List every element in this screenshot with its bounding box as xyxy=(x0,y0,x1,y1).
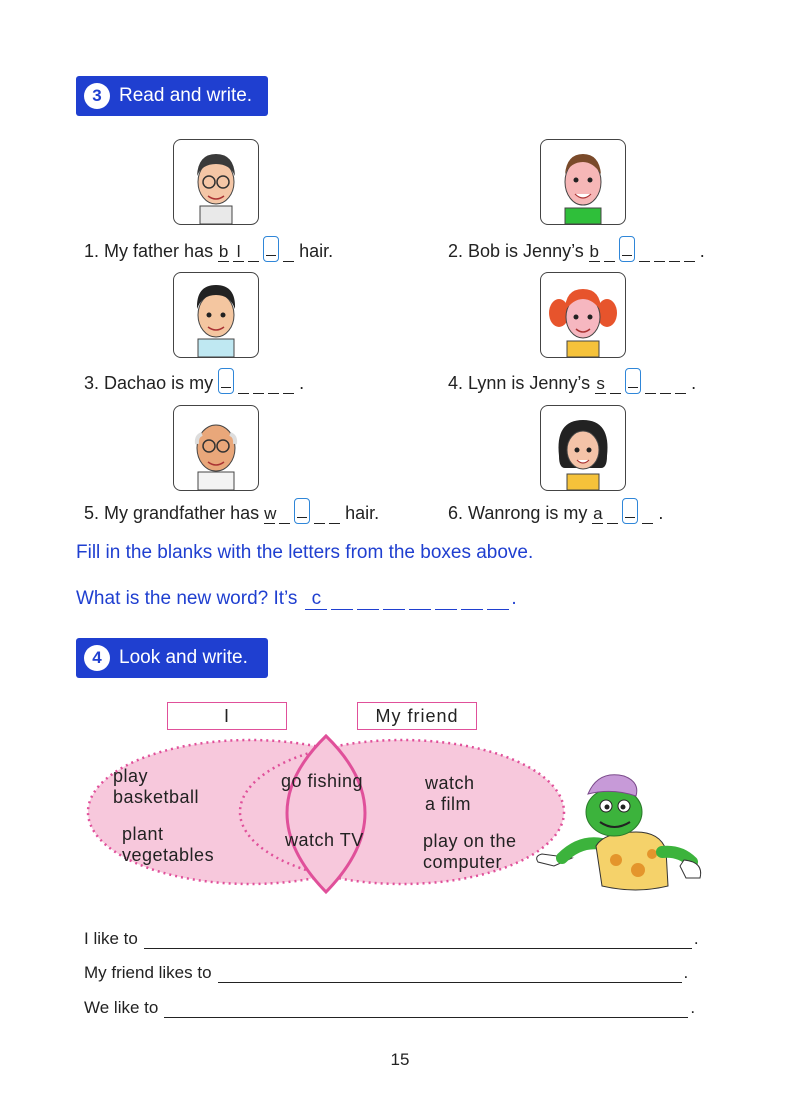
letter-blank[interactable] xyxy=(248,243,259,262)
sentence-text: My grandfather has xyxy=(104,503,260,523)
answer-line[interactable] xyxy=(164,1001,688,1018)
sentence-6 xyxy=(448,498,663,524)
line-suffix: . xyxy=(690,998,696,1017)
venn-item-play-basketball: play basketball xyxy=(113,766,200,807)
letter-blank[interactable] xyxy=(645,375,656,394)
line-prefix: I like to xyxy=(84,929,138,948)
letter-blank[interactable] xyxy=(279,505,290,524)
word-blanks[interactable] xyxy=(587,236,697,262)
venn-diagram xyxy=(80,722,580,912)
write-line-my-friend xyxy=(84,963,688,983)
new-word-blanks[interactable] xyxy=(303,589,511,610)
letter-blank[interactable] xyxy=(610,375,621,394)
sentence-text: . xyxy=(691,373,697,393)
portrait-lynn-image xyxy=(540,272,626,358)
portrait-bob-image xyxy=(540,139,626,225)
new-word-question: What is the new word? It’s c . xyxy=(76,588,517,609)
sentence-text: Dachao is my xyxy=(104,373,214,393)
letter-blank[interactable] xyxy=(684,243,695,262)
boxed-letter-blank[interactable] xyxy=(263,236,279,262)
write-line-we xyxy=(84,998,695,1018)
write-line-i xyxy=(84,929,699,949)
line-prefix: My friend likes to xyxy=(84,963,212,982)
boxed-letter-blank[interactable] xyxy=(625,368,641,394)
item-number: 4. xyxy=(448,373,464,393)
sentence-2 xyxy=(448,236,705,262)
letter-blank[interactable] xyxy=(283,375,294,394)
page-number: 15 xyxy=(390,1050,410,1069)
section-3-header xyxy=(76,76,268,116)
answer-line[interactable] xyxy=(144,932,692,949)
letter-blank[interactable] xyxy=(660,375,671,394)
letter-blank[interactable]: l xyxy=(233,243,244,262)
portrait-wanrong-image xyxy=(540,405,626,491)
letter-blank[interactable] xyxy=(238,375,249,394)
section-title: Read and write. xyxy=(119,85,253,106)
sentence-text: hair. xyxy=(299,241,334,261)
sentence-text: . xyxy=(699,241,705,261)
sentence-text: Lynn is Jenny’s xyxy=(468,373,591,393)
new-word-letter[interactable]: c xyxy=(305,589,327,610)
portrait-grandfather-image xyxy=(173,405,259,491)
letter-blank[interactable] xyxy=(669,243,680,262)
sentence-text: Wanrong is my xyxy=(468,503,588,523)
sentence-text: My father has xyxy=(104,241,214,261)
item-number: 2. xyxy=(448,241,464,261)
letter-blank[interactable] xyxy=(268,375,279,394)
boxed-letter-blank[interactable] xyxy=(294,498,310,524)
letter-blank[interactable] xyxy=(607,505,618,524)
sentence-5 xyxy=(84,498,379,524)
sentence-3 xyxy=(84,368,304,394)
boxed-letter-blank[interactable] xyxy=(622,498,638,524)
label-i: I xyxy=(167,702,287,730)
letter-blank[interactable] xyxy=(654,243,665,262)
letter-blank[interactable] xyxy=(283,243,294,262)
letter-blank[interactable] xyxy=(675,375,686,394)
venn-item-plant-vegetables: plant vegetables xyxy=(122,824,215,865)
letter-blank[interactable]: w xyxy=(264,504,277,523)
letter-blank[interactable]: b xyxy=(589,242,599,261)
letter-blank[interactable] xyxy=(253,375,264,394)
section-number: 3 xyxy=(84,83,110,109)
new-word-letter[interactable] xyxy=(331,589,353,610)
new-word-letter[interactable] xyxy=(409,589,431,610)
section-number: 4 xyxy=(84,645,110,671)
word-blanks[interactable] xyxy=(593,368,688,394)
new-word-letter[interactable] xyxy=(487,589,509,610)
portrait-dachao-image xyxy=(173,272,259,358)
new-word-letter[interactable] xyxy=(435,589,457,610)
section-4-header xyxy=(76,638,268,678)
line-suffix: . xyxy=(683,963,689,982)
line-suffix: . xyxy=(693,929,699,948)
question-text: What is the new word? It’s xyxy=(76,588,298,609)
line-prefix: We like to xyxy=(84,998,159,1017)
letter-blank[interactable]: s xyxy=(596,374,605,393)
word-blanks[interactable] xyxy=(590,498,655,524)
new-word-letter[interactable] xyxy=(383,589,405,610)
venn-item-watch-a-film: watch a film xyxy=(425,773,475,814)
sentence-1 xyxy=(84,236,333,262)
item-number: 3. xyxy=(84,373,100,393)
new-word-letter[interactable] xyxy=(461,589,483,610)
letter-blank[interactable]: b xyxy=(218,242,229,261)
turtle-mascot-icon xyxy=(532,766,707,896)
sentence-text: Bob is Jenny’s xyxy=(468,241,584,261)
venn-item-play-on-computer: play on the computer xyxy=(423,831,517,872)
item-number: 6. xyxy=(448,503,464,523)
sentence-4 xyxy=(448,368,696,394)
word-blanks[interactable] xyxy=(216,368,296,394)
sentence-text: hair. xyxy=(345,503,380,523)
answer-line[interactable] xyxy=(218,966,682,983)
fill-instruction: Fill in the blanks with the letters from the boxes above. xyxy=(76,542,534,563)
boxed-letter-blank[interactable] xyxy=(619,236,635,262)
letter-blank[interactable] xyxy=(639,243,650,262)
label-my-friend: My friend xyxy=(357,702,477,730)
item-number: 1. xyxy=(84,241,100,261)
new-word-letter[interactable] xyxy=(357,589,379,610)
boxed-letter-blank[interactable] xyxy=(218,368,234,394)
word-blanks[interactable] xyxy=(262,498,342,524)
letter-blank[interactable] xyxy=(329,505,340,524)
sentence-text: . xyxy=(299,373,305,393)
sentence-text: . xyxy=(658,503,664,523)
letter-blank[interactable] xyxy=(642,505,653,524)
venn-item-go-fishing: go fishing xyxy=(281,771,364,791)
letter-blank[interactable] xyxy=(314,505,325,524)
word-blanks[interactable] xyxy=(216,236,296,262)
letter-blank[interactable]: a xyxy=(593,504,603,523)
venn-item-watch-tv: watch TV xyxy=(285,830,364,850)
item-number: 5. xyxy=(84,503,100,523)
section-title: Look and write. xyxy=(119,647,248,668)
portrait-father-image xyxy=(173,139,259,225)
letter-blank[interactable] xyxy=(604,243,615,262)
